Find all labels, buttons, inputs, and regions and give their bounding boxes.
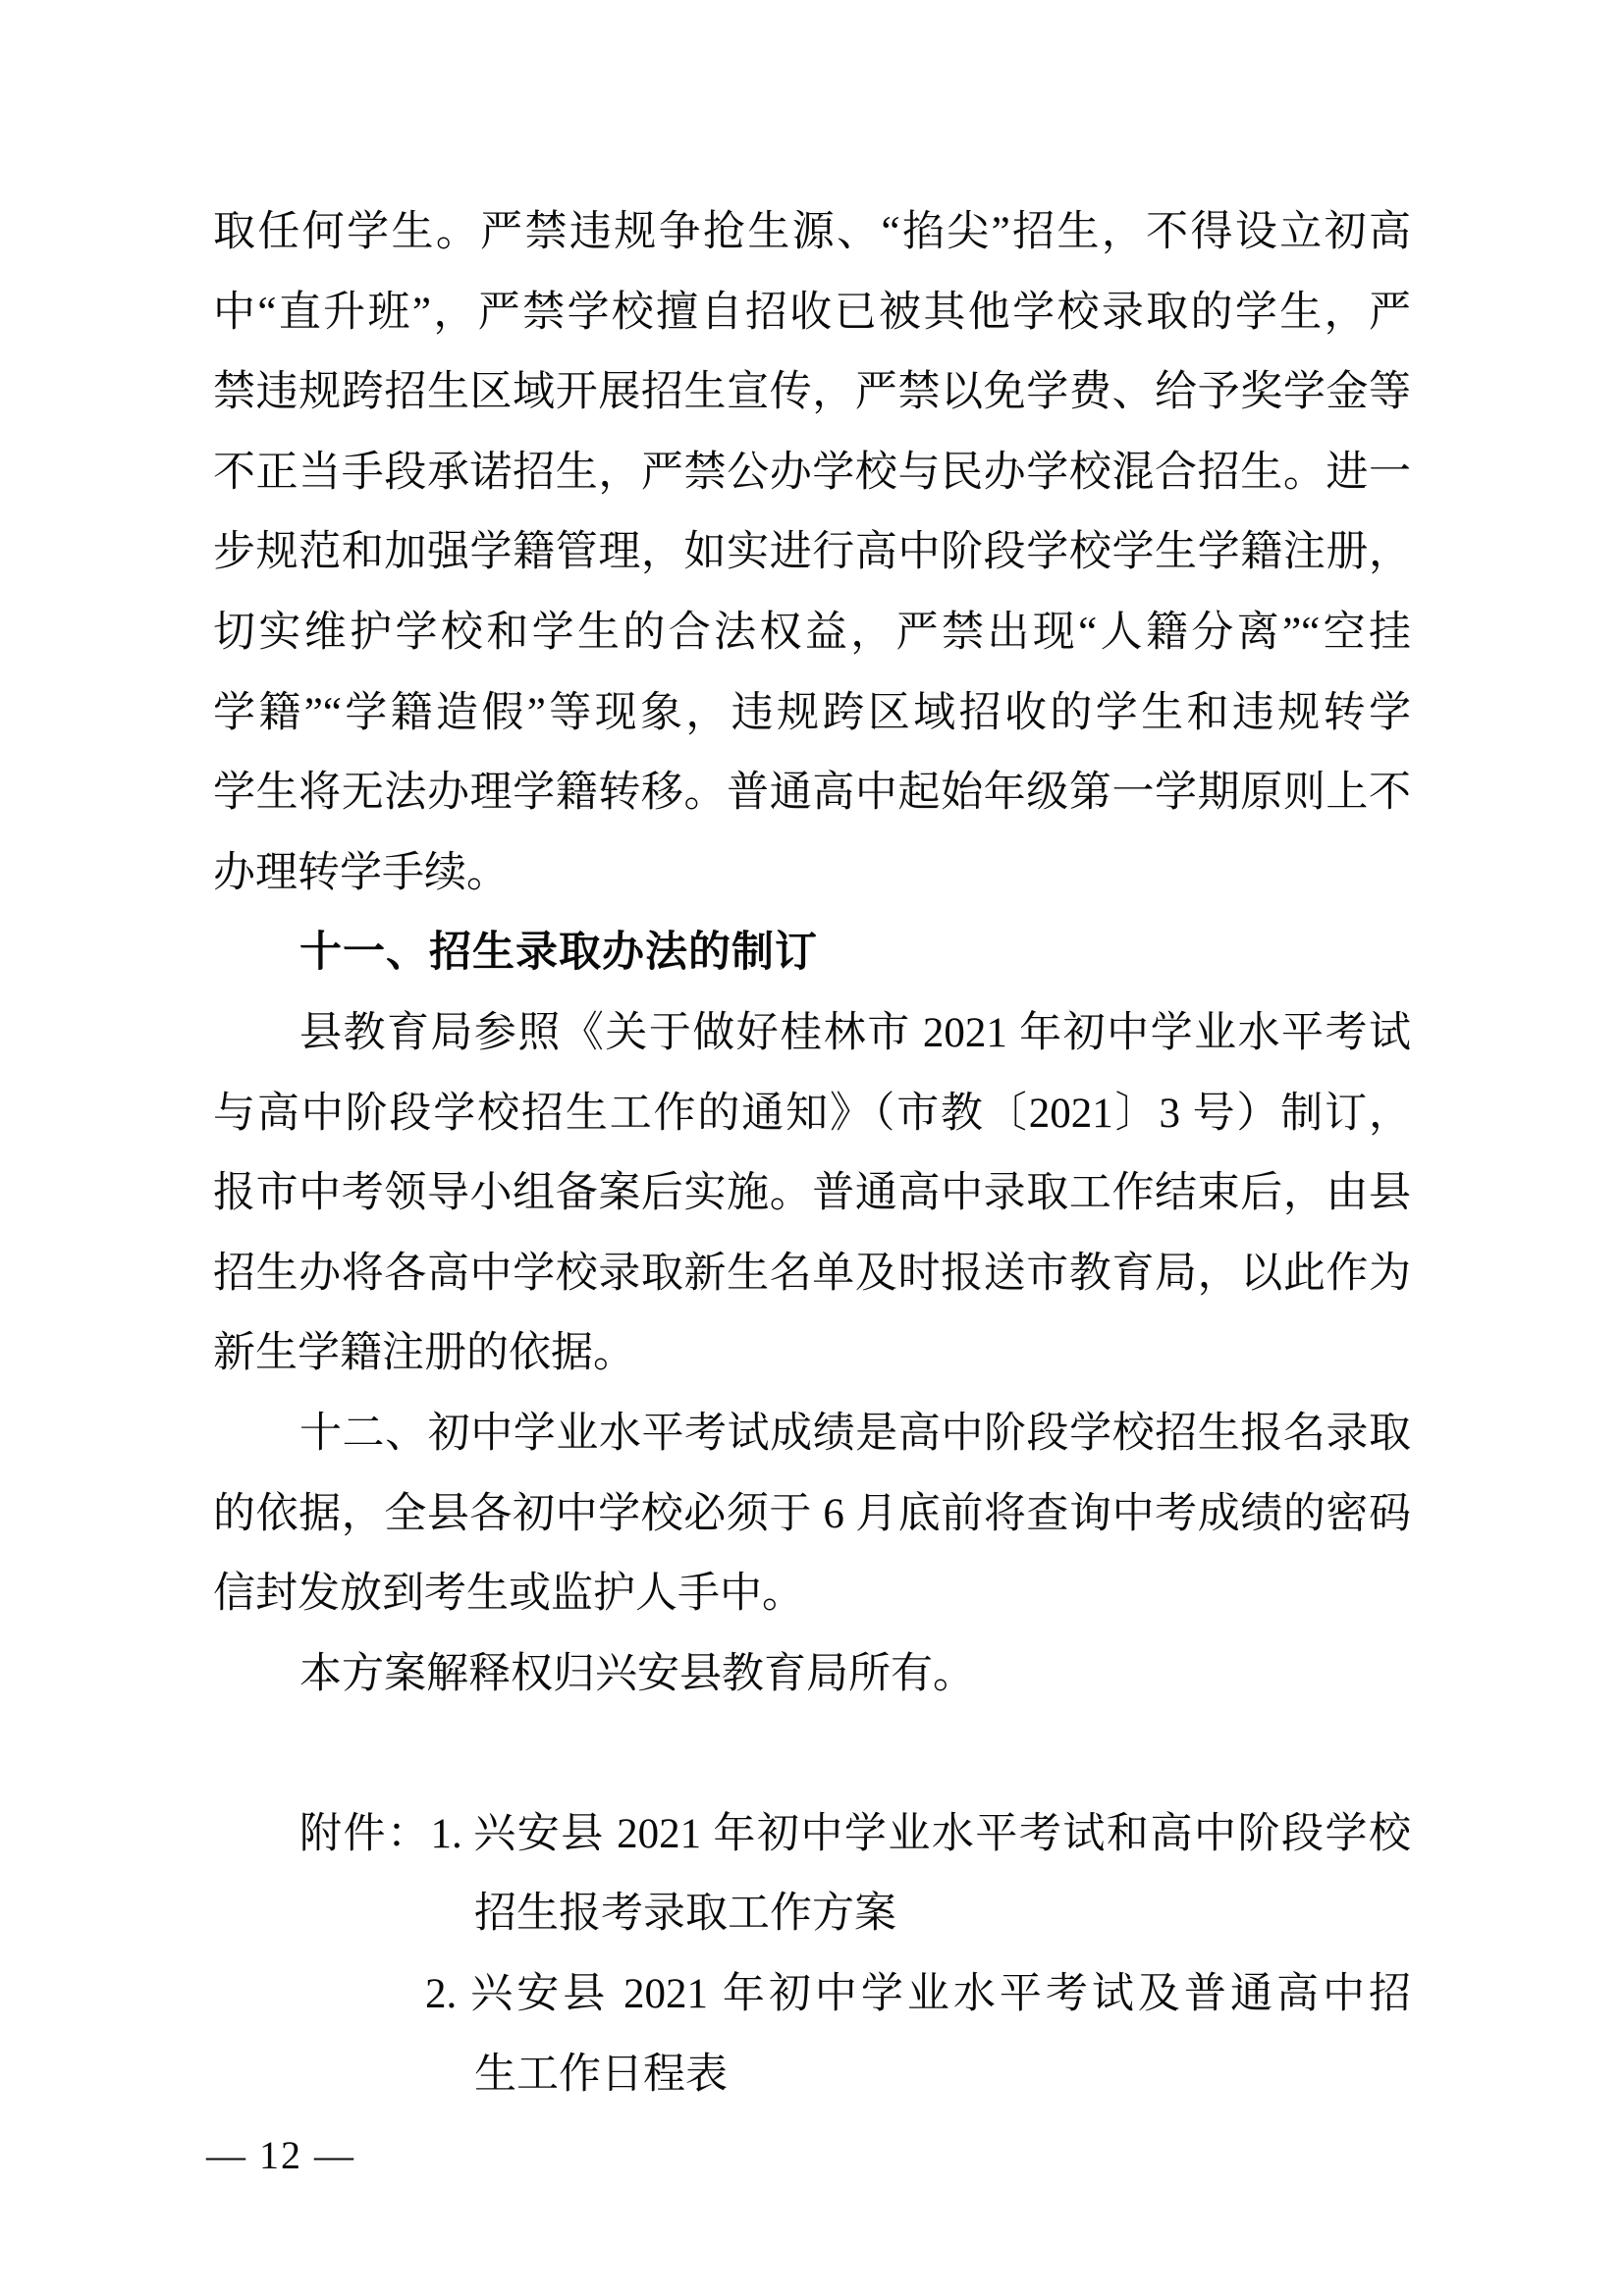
attachment-label: 附件： bbox=[299, 1810, 431, 1857]
text-line: 与高中阶段学校招生工作的通知》（市教〔2021〕3 号）制订， bbox=[213, 1090, 1411, 1137]
text-line: 新生学籍注册的依据。 bbox=[213, 1330, 635, 1377]
text-line: 不正当手段承诺招生，严禁公办学校与民办学校混合招生。进一 bbox=[213, 449, 1411, 496]
document-body bbox=[213, 192, 1411, 2114]
attachment-item-marker: 1. bbox=[430, 1810, 462, 1857]
text-line: 十二、初中学业水平考试成绩是高中阶段学校招生报名录取 bbox=[299, 1410, 1411, 1457]
attachment-item-text: 兴安县 2021 年初中学业水平考试和高中阶段学校 bbox=[471, 1810, 1411, 1857]
page-number: — 12 — bbox=[206, 2133, 355, 2177]
text-line: 本方案解释权归兴安县教育局所有。 bbox=[299, 1650, 975, 1697]
text-line: 学生将无法办理学籍转移。普通高中起始年级第一学期原则上不 bbox=[213, 770, 1411, 817]
text-line: 中“直升班”，严禁学校擅自招收已被其他学校录取的学生，严 bbox=[213, 289, 1411, 336]
text-line: 招生办将各高中学校录取新生名单及时报送市教育局，以此作为 bbox=[213, 1250, 1411, 1297]
attachment-line: 生工作日程表 bbox=[474, 2051, 728, 2098]
text-line: 县教育局参照《关于做好桂林市 2021 年初中学业水平考试 bbox=[299, 1009, 1411, 1056]
text-line: 禁违规跨招生区域开展招生宣传，严禁以免学费、给予奖学金等 bbox=[213, 369, 1411, 416]
attachment-item-marker: 2. bbox=[425, 1971, 458, 2018]
text-line: 办理转学手续。 bbox=[213, 849, 509, 896]
attachment-item-text: 兴安县 2021 年初中学业水平考试及普通高中招 bbox=[466, 1971, 1411, 2018]
text-line: 信封发放到考生或监护人手中。 bbox=[213, 1571, 804, 1618]
blank-line bbox=[213, 1714, 1411, 1794]
text-line: 取任何学生。严禁违规争抢生源、“掐尖”招生，不得设立初高 bbox=[213, 209, 1411, 255]
attachment-line bbox=[213, 1954, 1411, 2035]
text-line: 步规范和加强学籍管理，如实进行高中阶段学校学生学籍注册， bbox=[213, 529, 1411, 576]
text-line: 的依据，全县各初中学校必须于 6 月底前将查询中考成绩的密码 bbox=[213, 1490, 1411, 1537]
section-heading: 十一、招生录取办法的制订 bbox=[299, 929, 818, 977]
text-line: 学籍”“学籍造假”等现象，违规跨区域招收的学生和违规转学 bbox=[213, 689, 1411, 736]
text-line: 报市中考领导小组备案后实施。普通高中录取工作结束后，由县 bbox=[213, 1170, 1411, 1217]
attachment-line bbox=[213, 1794, 1411, 1875]
text-line: 切实维护学校和学生的合法权益，严禁出现“人籍分离”“空挂 bbox=[213, 609, 1411, 656]
attachment-line: 招生报考录取工作方案 bbox=[474, 1891, 896, 1938]
